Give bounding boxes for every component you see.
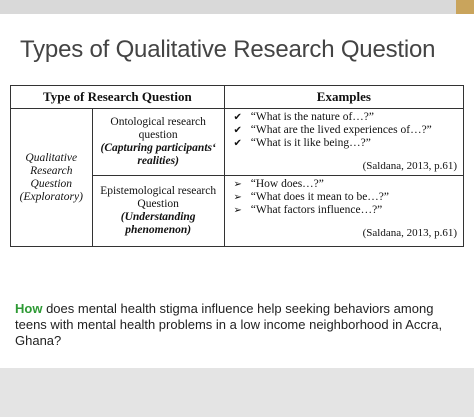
arrow-bullet-icon: ➢: [233, 179, 242, 190]
arrow-bullet-icon: ➢: [233, 192, 242, 203]
research-question-text: [15, 301, 465, 349]
slide-title: Types of Qualitative Research Question: [20, 36, 436, 63]
epistemological-line1: Epistemological research: [100, 185, 217, 197]
epistemological-cell: [92, 176, 224, 247]
table-header-row: [11, 86, 464, 109]
qualitative-line3: Question: [30, 177, 73, 190]
epistemological-examples-list: [231, 178, 459, 217]
list-item: ➢ “How does…?”: [231, 178, 459, 191]
ontological-line4: realities): [137, 155, 179, 167]
ontological-citation: (Saldana, 2013, p.61): [362, 160, 457, 172]
question-rest: does mental health stigma influence help seeking behaviors among teens with mental health problems in a low income neighborhood in Accra, Ghana?: [15, 301, 443, 348]
ontological-examples-list: [231, 111, 459, 150]
list-item: ➢ “What does it mean to be…?”: [231, 191, 459, 204]
header-type: Type of Research Question: [11, 86, 225, 109]
check-mark-icon: ✔: [233, 125, 242, 136]
epistemological-examples-cell: [224, 176, 463, 247]
epistemological-citation: (Saldana, 2013, p.61): [362, 227, 457, 239]
ontological-examples-cell: [224, 109, 463, 176]
research-question-table: [10, 85, 464, 247]
list-item: ✔ “What is the nature of…?”: [231, 111, 459, 124]
top-bar-accent: [456, 0, 474, 14]
header-examples: Examples: [224, 86, 463, 109]
qualitative-cell: [11, 109, 93, 247]
epistemological-line3: (Understanding: [120, 211, 196, 223]
table-row: [11, 109, 464, 176]
ontological-line2: question: [138, 129, 178, 141]
ontological-line1: Ontological research: [110, 116, 206, 128]
list-item: ✔ “What are the lived experiences of…?”: [231, 124, 459, 137]
qualitative-line1: Qualitative: [25, 151, 78, 164]
qualitative-line4: (Exploratory): [19, 190, 83, 203]
top-bar: [0, 0, 474, 14]
epistemological-line2: Question: [137, 198, 179, 210]
arrow-bullet-icon: ➢: [233, 205, 242, 216]
ontological-line3: (Capturing participants‘: [100, 142, 216, 154]
check-mark-icon: ✔: [233, 138, 242, 149]
epistemological-line4: phenomenon): [125, 224, 192, 236]
list-item: ➢ “What factors influence…?”: [231, 204, 459, 217]
qualitative-line2: Research: [30, 164, 73, 177]
ontological-cell: [92, 109, 224, 176]
check-mark-icon: ✔: [233, 112, 242, 123]
bottom-band: [0, 368, 474, 417]
question-keyword: How: [15, 301, 43, 316]
list-item: ✔ “What is it like being…?”: [231, 137, 459, 150]
